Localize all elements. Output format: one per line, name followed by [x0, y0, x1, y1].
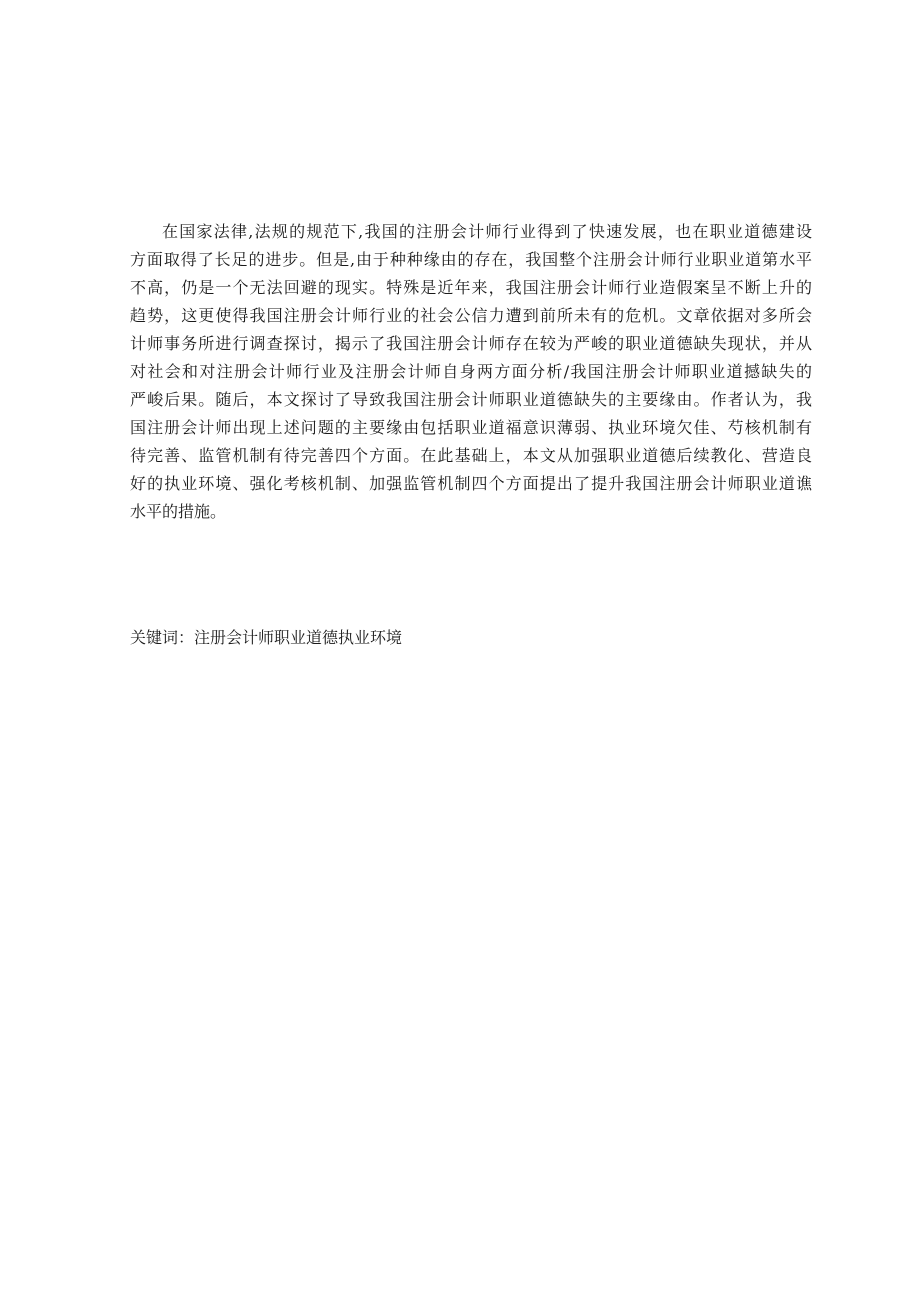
- abstract-line: 待完善、监管机制有待完善四个方面。在此基础上，本文从加强职业道德后续教化、营造良: [130, 446, 812, 465]
- abstract-line: 国注册会计师出现上述问题的主要缘由包括职业道福意识薄弱、执业环境欠佳、芍核机制有: [130, 418, 812, 437]
- abstract-line: 不高，仍是一个无法回避的现实。特殊是近年来，我国注册会计师行业造假案呈不断上升的: [130, 278, 812, 297]
- abstract-line: 好的执业环境、强化考核机制、加强监管机制四个方面提出了提升我国注册会计师职业道谯: [130, 474, 812, 493]
- abstract-paragraph: [130, 218, 812, 526]
- abstract-line: 方面取得了长足的进步。但是,由于种种缘由的存在，我国整个注册会计师行业职业道第水平: [130, 250, 812, 269]
- abstract-line: 在国家法律,法规的规范下,我国的注册会计师行业得到了快速发展，也在职业道德建设: [162, 222, 812, 241]
- abstract-line: 水平的措施。: [130, 502, 227, 521]
- keywords-line: 关键词：注册会计师职业道德执业环境: [130, 628, 403, 647]
- abstract-line: 严峻后果。随后，本文探讨了导致我国注册会计师职业道德缺失的主要缘由。作者认为，我: [130, 390, 812, 409]
- abstract-line: 趋势，这更使得我国注册会计师行业的社会公信力遭到前所未有的危机。文章依据对多所会: [130, 306, 812, 325]
- abstract-line: 对社会和对注册会计师行业及注册会计师自身两方面分析/我国注册会计师职业道撼缺失的: [130, 362, 812, 381]
- abstract-line: 计师事务所进行调查探讨，揭示了我国注册会计师存在较为严峻的职业道德缺失现状，并从: [130, 334, 812, 353]
